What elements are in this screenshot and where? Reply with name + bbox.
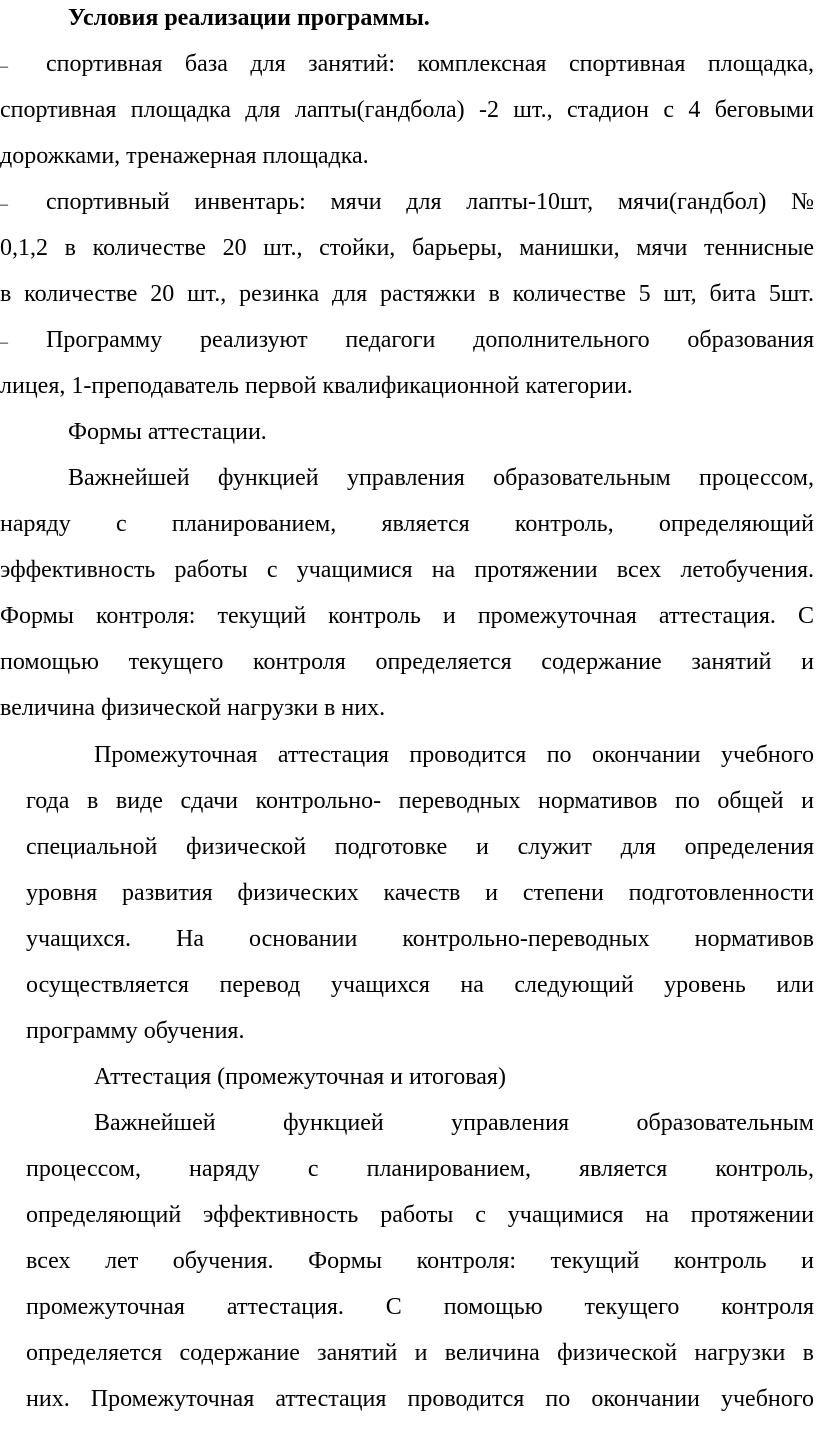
list-bullet: – — [0, 334, 8, 351]
text-line: промежуточная аттестация. С помощью текущего контроля — [26, 1294, 814, 1320]
text-line: эффективность работы с учащимися на протяжении всех летобучения. — [0, 557, 814, 583]
list-bullet: – — [0, 196, 8, 213]
text-line: наряду с планированием, является контроль, определяющий — [0, 511, 814, 537]
text-line: Программу реализуют педагоги дополнительного образования — [46, 327, 814, 353]
text-line: дорожками, тренажерная площадка. — [0, 143, 369, 169]
text-line: спортивная площадка для лапты(гандбола) -2 шт., стадион с 4 беговыми — [0, 97, 814, 123]
text-line: Формы контроля: текущий контроль и промежуточная аттестация. С — [0, 603, 814, 629]
text-line: величина физической нагрузки в них. — [0, 695, 386, 721]
subheading: Аттестация (промежуточная и итоговая) — [94, 1064, 506, 1090]
text-line: программу обучения. — [26, 1018, 245, 1044]
text-line: учащихся. На основании контрольно-переводных нормативов — [26, 926, 814, 952]
text-line: Важнейшей функцией управления образовательным процессом, — [68, 465, 814, 491]
text-line: лицея, 1-преподаватель первой квалификационной категории. — [0, 373, 633, 399]
text-line: спортивный инвентарь: мячи для лапты-10шт, мячи(гандбол) № — [46, 189, 814, 215]
list-bullet: – — [0, 58, 8, 75]
text-line: года в виде сдачи контрольно- переводных нормативов по общей и — [26, 788, 814, 814]
text-line: процессом, наряду с планированием, является контроль, — [26, 1156, 814, 1182]
text-line: определяющий эффективность работы с учащимися на протяжении — [26, 1202, 814, 1228]
text-line: 0,1,2 в количестве 20 шт., стойки, барьеры, манишки, мячи теннисные — [0, 235, 814, 261]
section-heading: Условия реализации программы. — [68, 5, 430, 31]
subheading: Формы аттестации. — [68, 419, 267, 445]
text-line: осуществляется перевод учащихся на следующий уровень или — [26, 972, 814, 998]
text-line: помощью текущего контроля определяется содержание занятий и — [0, 649, 814, 675]
text-line: них. Промежуточная аттестация проводится по окончании учебного — [26, 1386, 814, 1412]
text-line: Промежуточная аттестация проводится по окончании учебного — [94, 742, 814, 768]
text-line: в количестве 20 шт., резинка для растяжки в количестве 5 шт, бита 5шт. — [0, 281, 814, 307]
text-line: определяется содержание занятий и величина физической нагрузки в — [26, 1340, 814, 1366]
text-line: специальной физической подготовке и служит для определения — [26, 834, 814, 860]
text-line: всех лет обучения. Формы контроля: текущий контроль и — [26, 1248, 814, 1274]
text-line: уровня развития физических качеств и степени подготовленности — [26, 880, 814, 906]
text-line: Важнейшей функцией управления образовательным — [94, 1110, 814, 1136]
text-line: спортивная база для занятий: комплексная спортивная площадка, — [46, 51, 814, 77]
